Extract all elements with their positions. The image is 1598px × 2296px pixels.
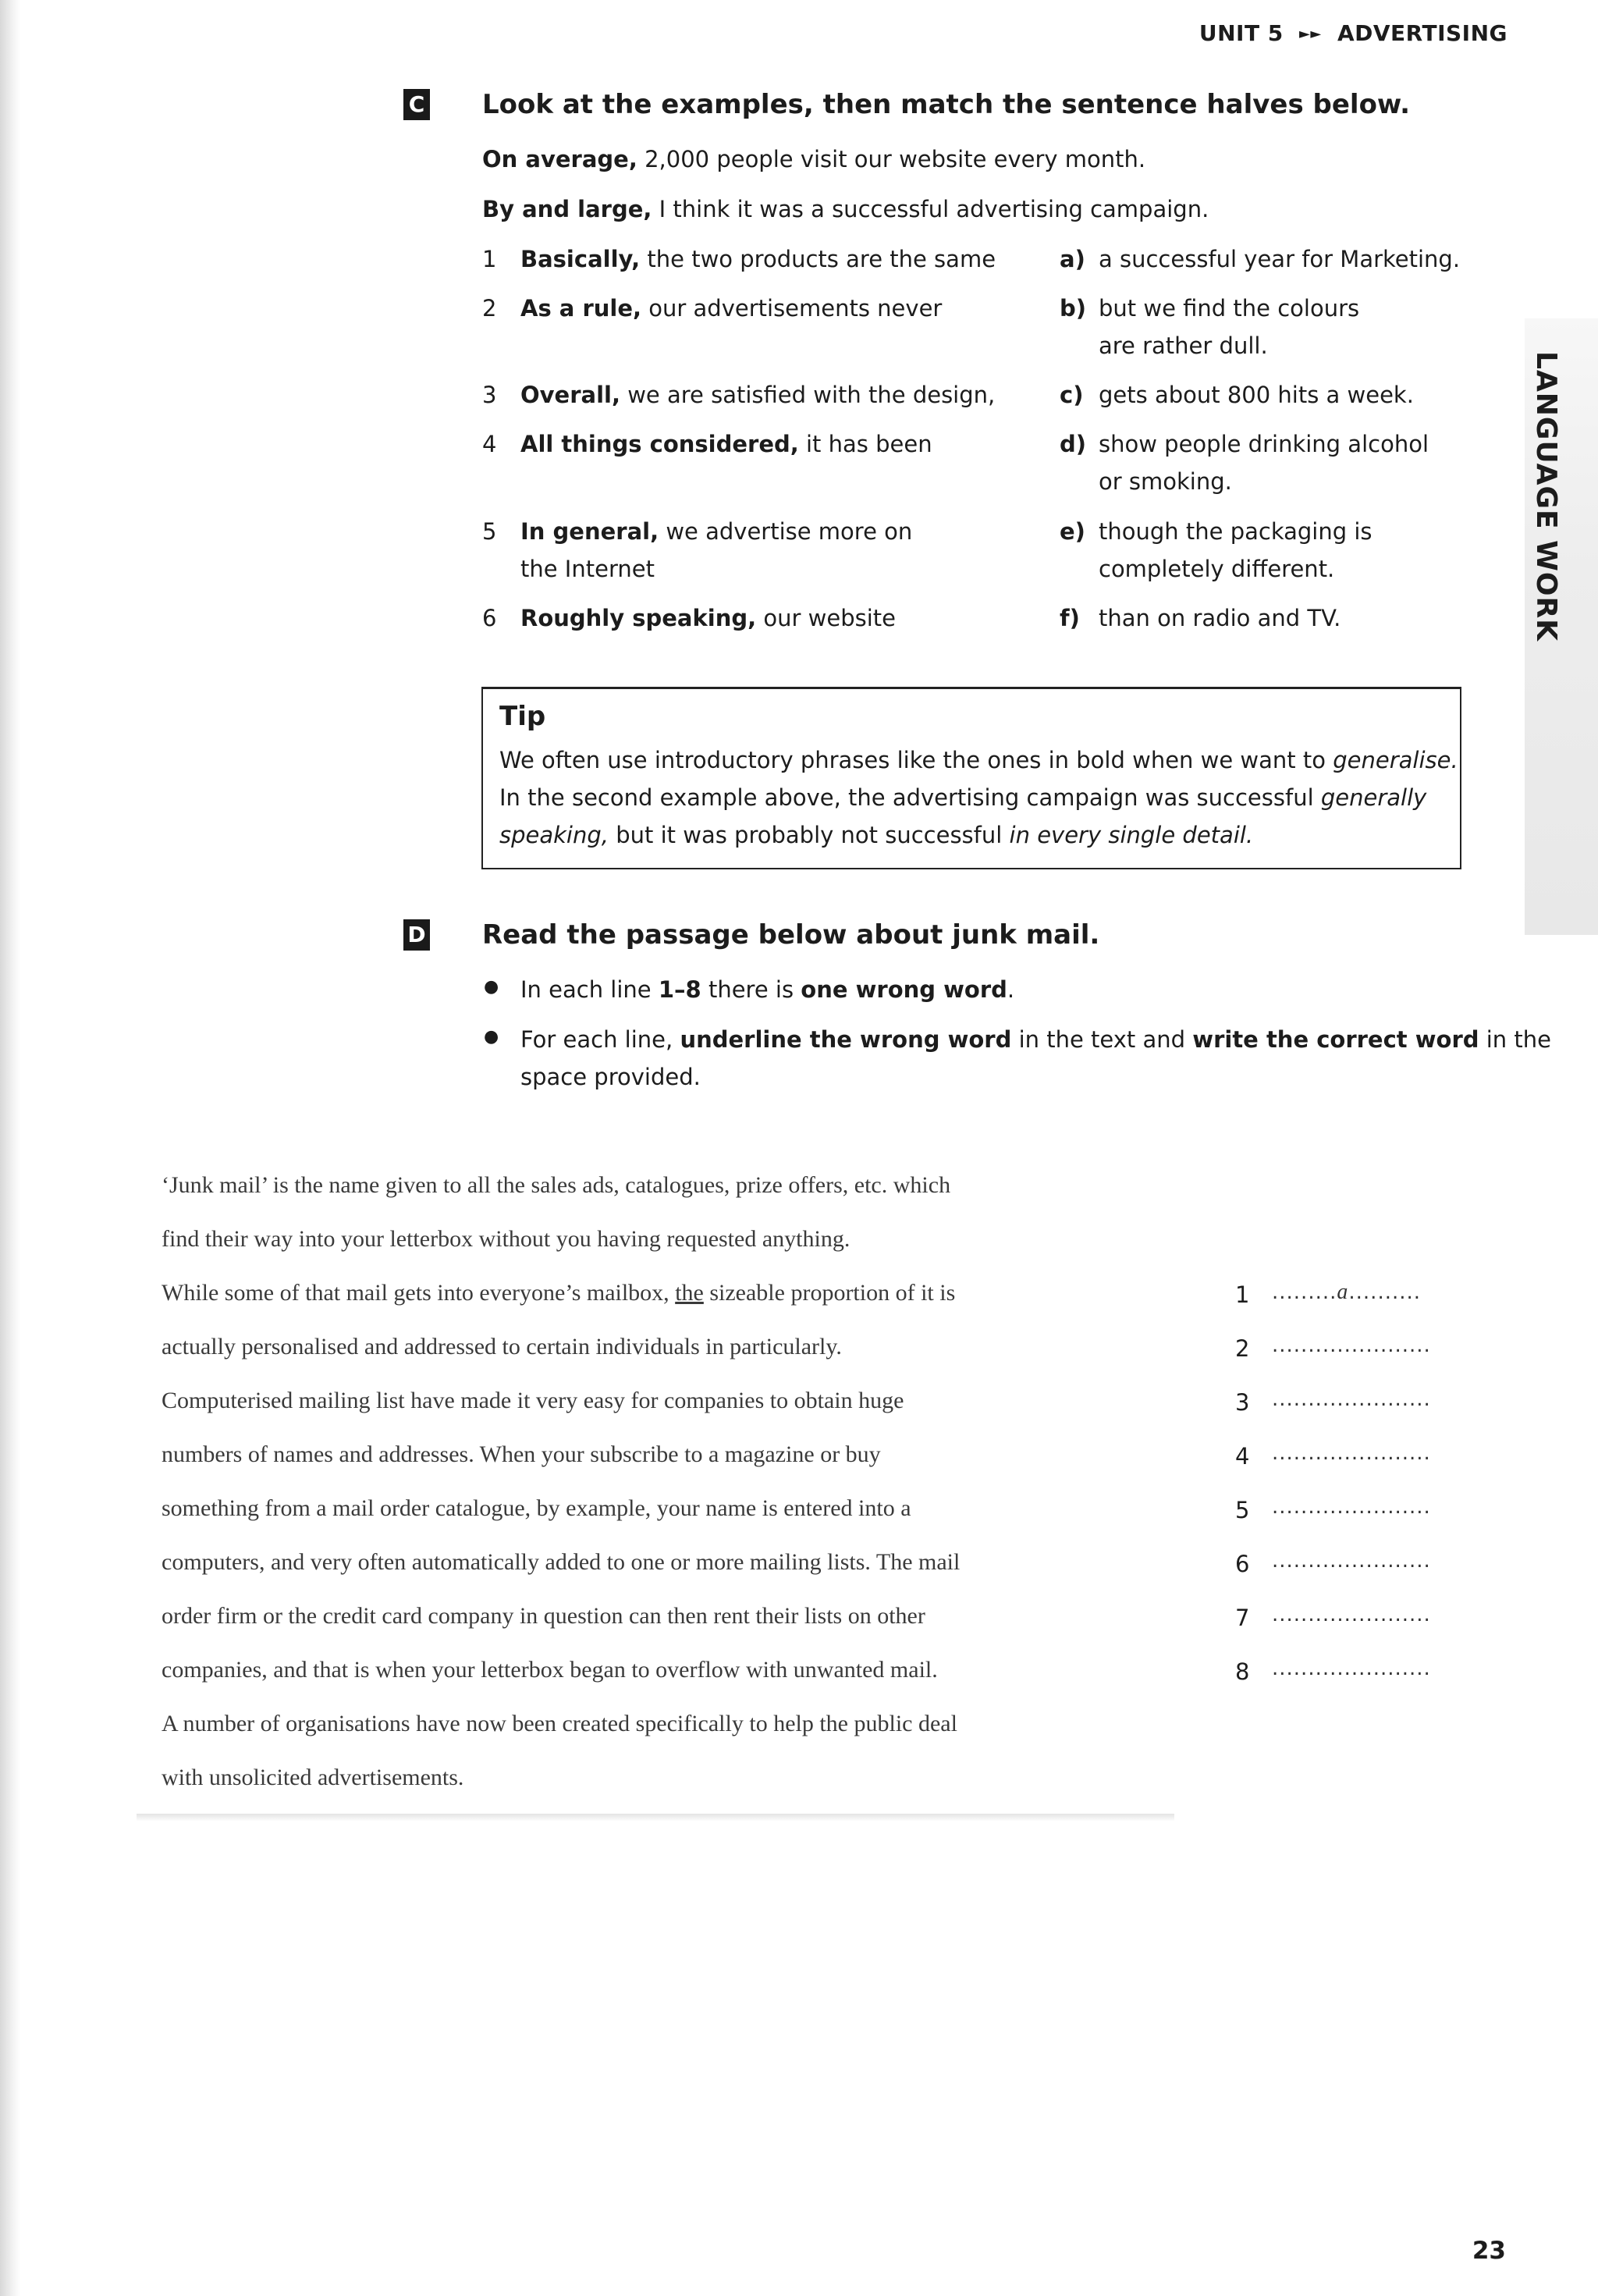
example-2: [482, 195, 1209, 223]
running-header: [0, 20, 1507, 46]
item-3-number: 3: [482, 382, 497, 408]
tip-line-1a: We often use introductory phrases like the ones in bold when we want to: [499, 747, 1333, 773]
passage-line-3: [162, 1280, 955, 1306]
instruction-2b: underline the wrong word: [680, 1026, 1012, 1053]
passage-line-9: order firm or the credit card company in question can then rent their lists on other: [162, 1603, 925, 1629]
instruction-1d: one wrong word: [801, 976, 1007, 1003]
side-tab-label: LANGUAGE WORK: [1530, 351, 1562, 642]
section-c-marker: C: [403, 89, 430, 120]
item-4-number: 4: [482, 431, 497, 457]
option-c-letter: c): [1060, 382, 1084, 408]
option-c-text: gets about 800 hits a week.: [1099, 382, 1414, 408]
bullet-icon: ●: [484, 1027, 499, 1047]
answer-handwritten: a: [1337, 1280, 1349, 1304]
answer-number-8: 8: [1235, 1658, 1250, 1685]
passage-line-11: A number of organisations have now been created specifically to help the public deal: [162, 1711, 957, 1736]
spine-shadow: [0, 0, 20, 2296]
item-4-text: [520, 430, 932, 458]
option-f-text: than on radio and TV.: [1099, 605, 1341, 631]
passage-line-8: computers, and very often automatically added to one or more mailing lists. The mail: [162, 1549, 961, 1575]
item-5-bold: In general,: [520, 518, 659, 545]
item-5-line2: the Internet: [520, 556, 655, 582]
unit-label: UNIT 5: [1198, 20, 1284, 46]
option-e-text: though the packaging is: [1099, 518, 1373, 545]
tip-line-2b: generally: [1320, 784, 1427, 811]
passage-line-5: Computerised mailing list have made it very easy for companies to obtain huge: [162, 1388, 904, 1413]
instruction-1a: In each line: [520, 976, 659, 1003]
passage-line-1: ‘Junk mail’ is the name given to all the sales ads, catalogues, prize offers, etc. which: [162, 1172, 951, 1198]
option-f-letter: f): [1060, 605, 1080, 631]
section-d-heading: Read the passage below about junk mail.: [482, 919, 1100, 951]
item-1-text: [520, 245, 996, 273]
example-2-rest: I think it was a successful advertising campaign.: [652, 196, 1209, 222]
answer-number-4: 4: [1235, 1443, 1250, 1470]
answer-number-5: 5: [1235, 1497, 1250, 1523]
instruction-2: [520, 1025, 1551, 1054]
passage-line-6: numbers of names and addresses. When your subscribe to a magazine or buy: [162, 1441, 881, 1467]
item-2-bold: As a rule,: [520, 295, 642, 322]
item-6-number: 6: [482, 605, 497, 631]
passage-edge-shadow: [137, 1814, 1174, 1822]
answer-number-6: 6: [1235, 1551, 1250, 1577]
tip-line-2: [499, 779, 1426, 816]
answer-field-1[interactable]: [1272, 1280, 1421, 1305]
option-b-line2: are rather dull.: [1099, 332, 1268, 359]
passage-line-3-start: While some of that mail gets into everyone’s mailbox,: [162, 1280, 676, 1306]
tip-line-3: [499, 816, 1253, 854]
double-arrow-icon: ►►: [1299, 26, 1322, 42]
example-1-rest: 2,000 people visit our website every month.: [637, 146, 1146, 172]
passage-line-7: something from a mail order catalogue, by example, your name is entered into a: [162, 1495, 911, 1521]
tip-line-3c: in every single detail.: [1009, 822, 1254, 848]
item-1-bold: Basically,: [520, 246, 641, 272]
answer-field-4[interactable]: ......................: [1272, 1441, 1431, 1465]
item-3-bold: Overall,: [520, 382, 620, 408]
tip-line-3b: but it was probably not successful: [609, 822, 1010, 848]
option-a-text: a successful year for Marketing.: [1099, 246, 1461, 272]
instruction-2-line2: space provided.: [520, 1064, 701, 1090]
instruction-2c: in the text and: [1011, 1026, 1193, 1053]
answer-field-6[interactable]: ......................: [1272, 1549, 1431, 1573]
item-1-rest: the two products are the same: [640, 246, 996, 272]
underlined-word: the: [675, 1280, 704, 1306]
answer-number-7: 7: [1235, 1605, 1250, 1631]
tip-title: Tip: [499, 701, 546, 732]
item-2-number: 2: [482, 295, 497, 322]
bullet-icon: ●: [484, 977, 499, 997]
item-3-rest: we are satisfied with the design,: [620, 382, 996, 408]
option-e: [1060, 517, 1085, 546]
option-b-letter: b): [1060, 295, 1087, 322]
answer-field-8[interactable]: ......................: [1272, 1657, 1431, 1680]
answer-field-5[interactable]: ......................: [1272, 1495, 1431, 1519]
section-c-heading: Look at the examples, then match the sentence halves below.: [482, 89, 1411, 120]
answer-number-3: 3: [1235, 1389, 1250, 1416]
tip-line-2a: In the second example above, the advertising campaign was successful: [499, 784, 1321, 811]
instruction-1e: .: [1007, 976, 1015, 1003]
instruction-2d: write the correct word: [1192, 1026, 1479, 1053]
item-4-rest: it has been: [798, 431, 932, 457]
example-2-bold: By and large,: [482, 196, 652, 222]
unit-title: ADVERTISING: [1337, 20, 1507, 46]
item-6-text: [520, 604, 896, 632]
side-tab: [1514, 351, 1584, 663]
option-b-text: but we find the colours: [1099, 295, 1360, 322]
tip-line-3a: speaking,: [499, 822, 609, 848]
instruction-2a: For each line,: [520, 1026, 680, 1053]
item-2-text: [520, 294, 942, 322]
item-5-text: [520, 517, 912, 546]
answer-number-1: 1: [1235, 1281, 1250, 1308]
tip-line-1b: generalise.: [1333, 747, 1458, 773]
answer-dots-left: .........: [1272, 1281, 1337, 1304]
tip-line-1: [499, 741, 1458, 779]
answer-number-2: 2: [1235, 1335, 1250, 1362]
passage-line-12: with unsolicited advertisements.: [162, 1765, 464, 1790]
option-d-line2: or smoking.: [1099, 468, 1232, 495]
item-6-rest: our website: [756, 605, 896, 631]
option-e-line2: completely different.: [1099, 556, 1335, 582]
example-1: [482, 145, 1145, 173]
item-4-bold: All things considered,: [520, 431, 799, 457]
option-b: [1060, 294, 1086, 322]
example-1-bold: On average,: [482, 146, 637, 172]
passage-line-2: find their way into your letterbox without you having requested anything.: [162, 1226, 850, 1252]
option-d-text: show people drinking alcohol: [1099, 431, 1429, 457]
answer-field-3[interactable]: ......................: [1272, 1388, 1431, 1411]
option-e-letter: e): [1060, 518, 1085, 545]
section-d-marker: D: [403, 919, 430, 951]
item-5-rest: we advertise more on: [659, 518, 913, 545]
instruction-1: [520, 976, 1014, 1004]
instruction-1c: there is: [701, 976, 801, 1003]
passage-line-3-end: sizeable proportion of it is: [703, 1280, 956, 1306]
option-f: [1060, 604, 1080, 632]
option-d-letter: d): [1060, 431, 1087, 457]
answer-dots-right: ..........: [1348, 1281, 1422, 1304]
answer-field-2[interactable]: ......................: [1272, 1334, 1431, 1357]
page-number: 23: [1472, 2237, 1506, 2265]
item-6-bold: Roughly speaking,: [520, 605, 757, 631]
option-c: [1060, 381, 1083, 409]
instruction-2e: in the: [1479, 1026, 1551, 1053]
answer-field-7[interactable]: ......................: [1272, 1603, 1431, 1626]
option-d: [1060, 430, 1086, 458]
item-5-number: 5: [482, 518, 497, 545]
option-a-letter: a): [1060, 246, 1085, 272]
item-3-text: [520, 381, 995, 409]
passage-line-10: companies, and that is when your letterbox began to overflow with unwanted mail.: [162, 1657, 938, 1683]
instruction-1b: 1–8: [658, 976, 701, 1003]
option-a: [1060, 245, 1085, 273]
passage-line-4: actually personalised and addressed to certain individuals in particularly.: [162, 1334, 842, 1359]
item-1-number: 1: [482, 246, 497, 272]
item-2-rest: our advertisements never: [641, 295, 943, 322]
